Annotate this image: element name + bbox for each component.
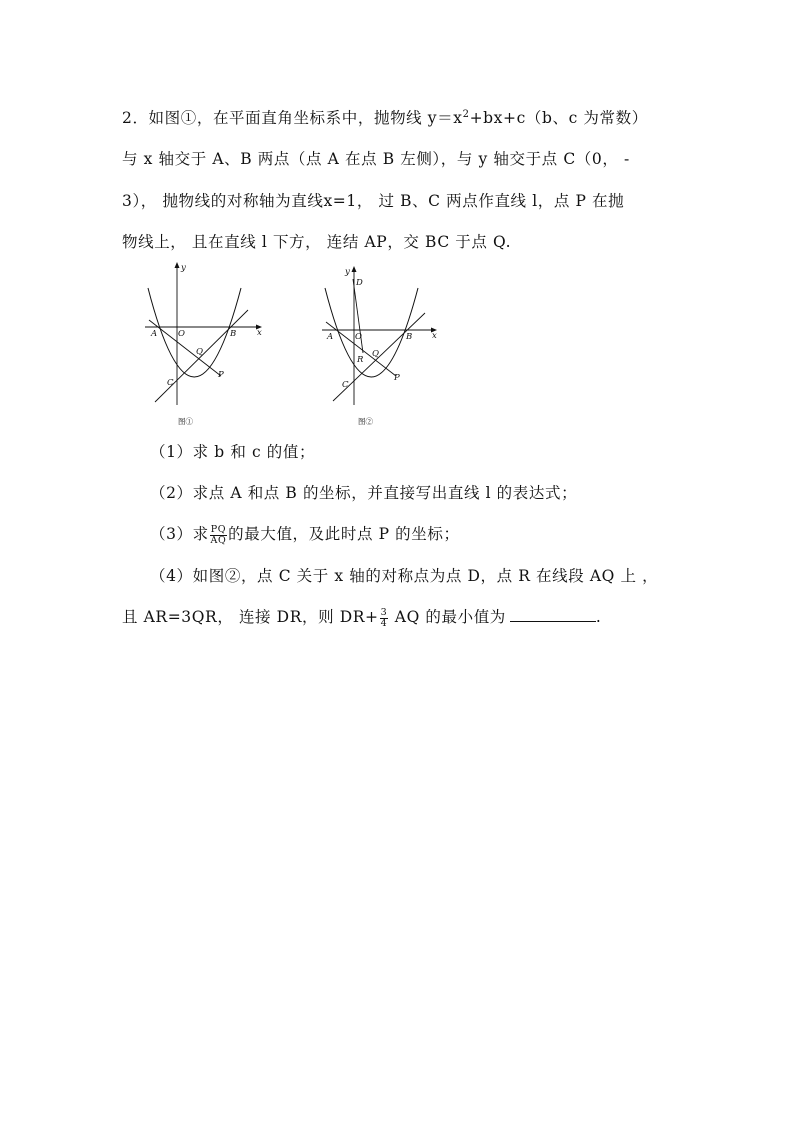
answer-blank[interactable] — [510, 607, 596, 622]
q4-fraction: $\frac{3}{4}$ — [380, 606, 388, 629]
question-2: （2）求点 A 和点 B 的坐标，并直接写出直线 l 的表达式； — [150, 484, 578, 502]
q3-fraction: $\frac{PQ}{AQ}$ — [210, 523, 227, 546]
fig2-label-x: x — [432, 331, 437, 341]
fig2-y-arrow — [352, 266, 357, 272]
fig1-label-p: P — [218, 370, 224, 380]
fig1-label-q: Q — [196, 347, 203, 357]
fig2-label-r: R — [357, 355, 364, 365]
question-1: （1）求 b 和 c 的值； — [150, 443, 316, 461]
question-3: （3）求 $\frac{PQ}{AQ}$ 的最大值，及此时点 P 的坐标； — [150, 523, 460, 546]
problem-line-3: 3）， 抛物线的对称轴为直线x=1， 过 B、C 两点作直线 l，点 P 在抛 — [122, 192, 625, 210]
fig2-label-o: O — [355, 332, 362, 342]
fig1-y-arrow — [175, 262, 180, 268]
question-4-line-1: （4）如图②，点 C 关于 x 轴的对称点为点 D，点 R 在线段 AQ 上 ， — [150, 567, 659, 585]
fig1-label-b: B — [230, 329, 237, 339]
fig2-label-p: P — [394, 373, 400, 383]
figure-1 — [135, 258, 270, 428]
fig1-label-x: x — [257, 328, 262, 338]
fig1-caption: 图① — [178, 417, 193, 426]
fig2-label-d: D — [356, 278, 363, 288]
fig2-label-y: y — [345, 267, 350, 277]
fig2-label-q: Q — [372, 349, 379, 359]
problem-line-4: 物线上， 且在直线 l 下方， 连结 AP，交 BC 于点 Q. — [122, 233, 512, 251]
fig2-label-b: B — [406, 332, 413, 342]
fig2-label-c: C — [342, 380, 349, 390]
fig1-label-a: A — [151, 329, 158, 339]
problem-line-1: 2．如图①，在平面直角坐标系中，抛物线 $y=x^2+bx+c(b$、c 为常数） — [122, 108, 648, 127]
fig1-label-y: y — [181, 263, 186, 273]
problem-line-2: 与 x 轴交于 A、B 两点（点 A 在点 B 左侧），与 y 轴交于点 C（0， - — [122, 150, 630, 168]
fig1-label-c: C — [167, 378, 174, 388]
fig1-label-o: O — [178, 329, 185, 339]
question-4-line-2: 且 AR=3QR， 连接 DR，则 DR+ $\frac{3}{4}$ AQ 的最小值为 . — [122, 606, 602, 629]
fig1-parabola — [148, 288, 241, 377]
fig2-caption: 图② — [358, 417, 373, 426]
fig2-label-a: A — [327, 332, 334, 342]
figure-2 — [312, 258, 447, 428]
